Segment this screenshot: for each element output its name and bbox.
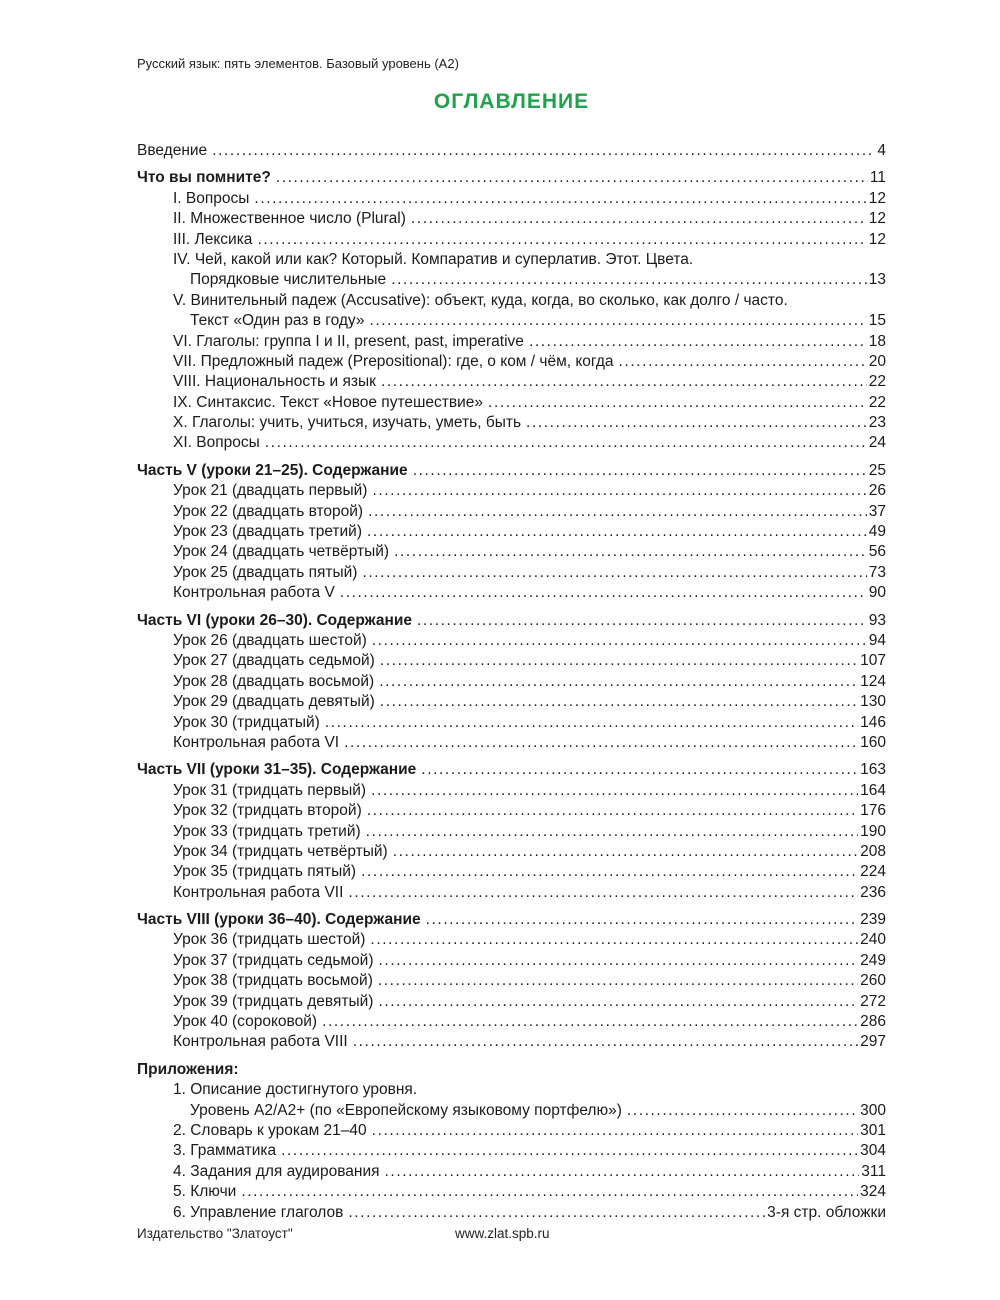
toc-entry-page: 240 bbox=[860, 931, 886, 949]
toc-entry-label: Часть VIII (уроки 36–40). Содержание bbox=[137, 911, 421, 929]
dot-leader bbox=[378, 971, 858, 991]
toc-entry-label: II. Множественное число (Plural) bbox=[173, 210, 406, 228]
toc-entry-page: 22 bbox=[868, 373, 886, 391]
toc-entry-label: Урок 36 (тридцать шестой) bbox=[173, 931, 366, 949]
toc-entry-line bbox=[137, 481, 886, 501]
dot-leader bbox=[325, 713, 858, 733]
running-head-book-title: Русский язык: пять элементов. Базовый уровень (А2) bbox=[137, 56, 459, 71]
toc-entry-label: Контрольная работа VII bbox=[173, 883, 344, 901]
toc-entry-line bbox=[137, 250, 886, 270]
toc-entry-line bbox=[137, 230, 886, 250]
page-title: ОГЛАВЛЕНИЕ bbox=[433, 90, 590, 113]
toc-entry-page: 163 bbox=[860, 761, 886, 779]
toc-entry-page: 37 bbox=[868, 502, 886, 520]
toc-entry-page: 73 bbox=[868, 563, 886, 581]
dot-leader bbox=[257, 230, 866, 250]
toc-entry-line bbox=[137, 951, 886, 971]
toc-entry-label: VI. Глаголы: группа I и II, present, past, imperative bbox=[173, 332, 524, 350]
toc-entry-page: 190 bbox=[860, 822, 886, 840]
toc-entry-page: 107 bbox=[860, 652, 886, 670]
toc-entry-line bbox=[137, 1182, 886, 1202]
dot-leader bbox=[367, 801, 858, 821]
toc-entry-page: 20 bbox=[868, 352, 886, 370]
toc-entry-page: 208 bbox=[860, 842, 886, 860]
toc-entry-page: 239 bbox=[860, 911, 886, 929]
toc-entry-line bbox=[137, 270, 886, 290]
toc-section bbox=[137, 1060, 886, 1223]
toc-entry-line bbox=[137, 713, 886, 733]
toc-entry-line bbox=[137, 291, 886, 311]
toc-entry-page: 94 bbox=[868, 631, 886, 649]
toc-entry-page: 304 bbox=[860, 1142, 886, 1160]
toc-entry-line bbox=[137, 1101, 886, 1121]
toc-entry-line bbox=[137, 1032, 886, 1052]
toc-entry-line bbox=[137, 563, 886, 583]
toc-entry-line bbox=[137, 672, 886, 692]
toc-entry-label: 4. Задания для аудирования bbox=[173, 1162, 380, 1180]
toc-entry-line bbox=[137, 332, 886, 352]
toc-entry-label: Часть VI (уроки 26–30). Содержание bbox=[137, 611, 412, 629]
dot-leader bbox=[385, 1162, 860, 1182]
dot-leader bbox=[411, 209, 867, 229]
dot-leader bbox=[627, 1101, 858, 1121]
toc-entry-page: 13 bbox=[868, 271, 886, 289]
dot-leader bbox=[421, 760, 858, 780]
footer-website: www.zlat.spb.ru bbox=[455, 1226, 550, 1241]
toc-entry-page: 11 bbox=[869, 169, 886, 187]
toc-entry-label: 1. Описание достигнутого уровня. bbox=[173, 1081, 418, 1099]
toc-entry-label: Порядковые числительные bbox=[190, 271, 387, 289]
toc-entry-label: Урок 34 (тридцать четвёртый) bbox=[173, 842, 388, 860]
toc-section bbox=[137, 168, 886, 453]
table-of-contents bbox=[137, 141, 886, 1223]
toc-entry-line bbox=[137, 1012, 886, 1032]
toc-entry-line bbox=[137, 1203, 886, 1223]
dot-leader bbox=[367, 522, 867, 542]
toc-section bbox=[137, 611, 886, 754]
toc-entry-label: Контрольная работа VIII bbox=[173, 1033, 348, 1051]
dot-leader bbox=[340, 583, 867, 603]
dot-leader bbox=[265, 433, 867, 453]
toc-entry-label: Урок 31 (тридцать первый) bbox=[173, 781, 367, 799]
toc-entry-page: 12 bbox=[868, 189, 886, 207]
toc-entry-page: 224 bbox=[860, 863, 886, 881]
dot-leader bbox=[378, 992, 858, 1012]
toc-entry-label: Урок 38 (тридцать восьмой) bbox=[173, 972, 373, 990]
toc-entry-line bbox=[137, 992, 886, 1012]
toc-entry-page: 90 bbox=[868, 584, 886, 602]
dot-leader bbox=[362, 563, 866, 583]
toc-entry-label: X. Глаголы: учить, учиться, изучать, уметь, быть bbox=[173, 414, 522, 432]
dot-leader bbox=[488, 393, 867, 413]
toc-entry-page: 26 bbox=[868, 482, 886, 500]
toc-entry-page: 22 bbox=[868, 393, 886, 411]
toc-entry-label: IX. Синтаксис. Текст «Новое путешествие» bbox=[173, 393, 484, 411]
toc-entry-line bbox=[137, 910, 886, 930]
toc-entry-label: I. Вопросы bbox=[173, 189, 250, 207]
toc-entry-line bbox=[137, 1060, 886, 1080]
toc-entry-line bbox=[137, 971, 886, 991]
toc-entry-page: 93 bbox=[868, 611, 886, 629]
toc-entry-page: 15 bbox=[868, 312, 886, 330]
toc-section bbox=[137, 141, 886, 161]
toc-entry-label: 6. Управление глаголов bbox=[173, 1203, 344, 1221]
toc-entry-page: 3-я стр. обложки bbox=[767, 1203, 886, 1221]
toc-entry-page: 236 bbox=[860, 883, 886, 901]
toc-entry-label: Часть VII (уроки 31–35). Содержание bbox=[137, 761, 417, 779]
toc-entry-label: Текст «Один раз в году» bbox=[190, 312, 365, 330]
dot-leader bbox=[370, 930, 858, 950]
toc-entry-line bbox=[137, 842, 886, 862]
toc-entry-label: Уровень А2/А2+ (по «Европейскому языковому портфелю») bbox=[190, 1101, 622, 1119]
toc-entry-label: Урок 37 (тридцать седьмой) bbox=[173, 951, 374, 969]
toc-entry-label: 5. Ключи bbox=[173, 1183, 237, 1201]
dot-leader bbox=[322, 1012, 858, 1032]
toc-entry-label: Контрольная работа V bbox=[173, 584, 335, 602]
dot-leader bbox=[394, 542, 867, 562]
dot-leader bbox=[348, 883, 858, 903]
dot-leader bbox=[417, 611, 867, 631]
toc-entry-line bbox=[137, 801, 886, 821]
toc-entry-line bbox=[137, 311, 886, 331]
toc-entry-page: 272 bbox=[860, 992, 886, 1010]
dot-leader bbox=[353, 1032, 858, 1052]
toc-entry-label: Урок 25 (двадцать пятый) bbox=[173, 563, 358, 581]
toc-entry-line bbox=[137, 760, 886, 780]
toc-entry-page: 146 bbox=[860, 713, 886, 731]
dot-leader bbox=[372, 1121, 858, 1141]
toc-entry-page: 311 bbox=[861, 1162, 886, 1180]
dot-leader bbox=[426, 910, 859, 930]
toc-entry-label: Урок 29 (двадцать девятый) bbox=[173, 693, 375, 711]
toc-entry-line bbox=[137, 781, 886, 801]
toc-entry-line bbox=[137, 883, 886, 903]
dot-leader bbox=[368, 502, 867, 522]
toc-entry-label: Урок 23 (двадцать третий) bbox=[173, 523, 362, 541]
toc-entry-label: III. Лексика bbox=[173, 230, 253, 248]
toc-entry-page: 24 bbox=[868, 434, 886, 452]
toc-entry-page: 56 bbox=[868, 543, 886, 561]
dot-leader bbox=[529, 332, 867, 352]
toc-entry-label: Урок 35 (тридцать пятый) bbox=[173, 863, 357, 881]
toc-entry-line bbox=[137, 583, 886, 603]
toc-entry-label: Что вы помните? bbox=[137, 169, 271, 187]
toc-entry-line bbox=[137, 189, 886, 209]
toc-entry-line bbox=[137, 352, 886, 372]
toc-entry-label: Урок 28 (двадцать восьмой) bbox=[173, 672, 375, 690]
toc-entry-page: 301 bbox=[860, 1121, 886, 1139]
toc-entry-page: 176 bbox=[860, 802, 886, 820]
toc-entry-page: 12 bbox=[868, 210, 886, 228]
dot-leader bbox=[371, 781, 858, 801]
dot-leader bbox=[372, 631, 867, 651]
toc-entry-label: IV. Чей, какой или как? Который. Компаратив и суперлатив. Этот. Цвета. bbox=[173, 250, 694, 268]
toc-entry-page: 25 bbox=[868, 461, 886, 479]
toc-entry-line bbox=[137, 209, 886, 229]
toc-entry-label: 3. Грамматика bbox=[173, 1142, 277, 1160]
toc-entry-label: V. Винительный падеж (Accusative): объект, куда, когда, во сколько, как долго / часто. bbox=[173, 291, 788, 309]
dot-leader bbox=[413, 461, 867, 481]
toc-entry-line bbox=[137, 733, 886, 753]
toc-entry-label: 2. Словарь к урокам 21–40 bbox=[173, 1121, 367, 1139]
toc-entry-page: 164 bbox=[860, 781, 886, 799]
toc-entry-line bbox=[137, 930, 886, 950]
dot-leader bbox=[344, 733, 858, 753]
toc-entry-page: 18 bbox=[868, 332, 886, 350]
toc-entry-line bbox=[137, 461, 886, 481]
dot-leader bbox=[361, 862, 858, 882]
toc-entry-label: Урок 26 (двадцать шестой) bbox=[173, 631, 367, 649]
toc-entry-page: 286 bbox=[860, 1013, 886, 1031]
toc-entry-line bbox=[137, 692, 886, 712]
dot-leader bbox=[281, 1141, 858, 1161]
toc-entry-label: Урок 32 (тридцать второй) bbox=[173, 802, 362, 820]
toc-entry-label: Введение bbox=[137, 142, 208, 159]
toc-entry-line bbox=[137, 433, 886, 453]
toc-entry-page: 297 bbox=[860, 1033, 886, 1051]
dot-leader bbox=[380, 651, 858, 671]
toc-entry-line bbox=[137, 1080, 886, 1100]
dot-leader bbox=[619, 352, 867, 372]
toc-entry-page: 23 bbox=[868, 414, 886, 432]
toc-entry-label: Урок 39 (тридцать девятый) bbox=[173, 992, 374, 1010]
toc-entry-label: Урок 22 (двадцать второй) bbox=[173, 502, 364, 520]
toc-entry-label: Часть V (уроки 21–25). Содержание bbox=[137, 461, 408, 479]
toc-entry-page: 260 bbox=[860, 972, 886, 990]
toc-entry-line bbox=[137, 141, 886, 161]
dot-leader bbox=[276, 168, 868, 188]
footer-publisher: Издательство "Златоуст" bbox=[137, 1226, 293, 1241]
toc-entry-line bbox=[137, 862, 886, 882]
toc-entry-label: Урок 33 (тридцать третий) bbox=[173, 822, 361, 840]
toc-entry-page: 49 bbox=[868, 523, 886, 541]
page-footer bbox=[137, 1226, 886, 1241]
toc-entry-page: 12 bbox=[868, 230, 886, 248]
toc-entry-line bbox=[137, 1121, 886, 1141]
toc-entry-label: XI. Вопросы bbox=[173, 434, 260, 452]
toc-section bbox=[137, 910, 886, 1053]
toc-section bbox=[137, 461, 886, 604]
toc-entry-page: 324 bbox=[860, 1183, 886, 1201]
dot-leader bbox=[372, 481, 866, 501]
dot-leader bbox=[379, 672, 858, 692]
dot-leader bbox=[348, 1203, 765, 1223]
toc-entry-line bbox=[137, 822, 886, 842]
toc-entry-label: Приложения: bbox=[137, 1060, 239, 1078]
dot-leader bbox=[212, 141, 875, 161]
toc-entry-label: VIII. Национальность и язык bbox=[173, 373, 376, 391]
toc-entry-page: 160 bbox=[860, 733, 886, 751]
dot-leader bbox=[393, 842, 858, 862]
toc-entry-label: Урок 40 (сороковой) bbox=[173, 1013, 318, 1031]
dot-leader bbox=[254, 189, 866, 209]
dot-leader bbox=[366, 822, 858, 842]
toc-entry-line bbox=[137, 372, 886, 392]
toc-entry-line bbox=[137, 1141, 886, 1161]
toc-entry-line bbox=[137, 413, 886, 433]
toc-entry-page: 300 bbox=[860, 1101, 886, 1119]
dot-leader bbox=[526, 413, 867, 433]
toc-entry-line bbox=[137, 1162, 886, 1182]
toc-entry-page: 249 bbox=[860, 951, 886, 969]
toc-entry-label: Урок 21 (двадцать первый) bbox=[173, 482, 368, 500]
toc-entry-label: Урок 24 (двадцать четвёртый) bbox=[173, 543, 390, 561]
toc-entry-line bbox=[137, 502, 886, 522]
dot-leader bbox=[241, 1182, 858, 1202]
toc-entry-label: VII. Предложный падеж (Prepositional): где, о ком / чём, когда bbox=[173, 352, 614, 370]
toc-entry-page: 130 bbox=[860, 693, 886, 711]
toc-entry-label: Контрольная работа VI bbox=[173, 733, 340, 751]
toc-entry-page: 4 bbox=[877, 142, 886, 159]
dot-leader bbox=[391, 270, 867, 290]
toc-entry-line bbox=[137, 631, 886, 651]
dot-leader bbox=[380, 692, 858, 712]
toc-entry-line bbox=[137, 168, 886, 188]
toc-entry-line bbox=[137, 522, 886, 542]
toc-entry-line bbox=[137, 393, 886, 413]
toc-entry-line bbox=[137, 611, 886, 631]
toc-entry-line bbox=[137, 651, 886, 671]
toc-entry-line bbox=[137, 542, 886, 562]
toc-section bbox=[137, 760, 886, 903]
toc-entry-label: Урок 27 (двадцать седьмой) bbox=[173, 652, 375, 670]
dot-leader bbox=[369, 311, 866, 331]
toc-entry-page: 124 bbox=[860, 672, 886, 690]
dot-leader bbox=[381, 372, 867, 392]
dot-leader bbox=[379, 951, 859, 971]
toc-entry-label: Урок 30 (тридцатый) bbox=[173, 713, 320, 731]
